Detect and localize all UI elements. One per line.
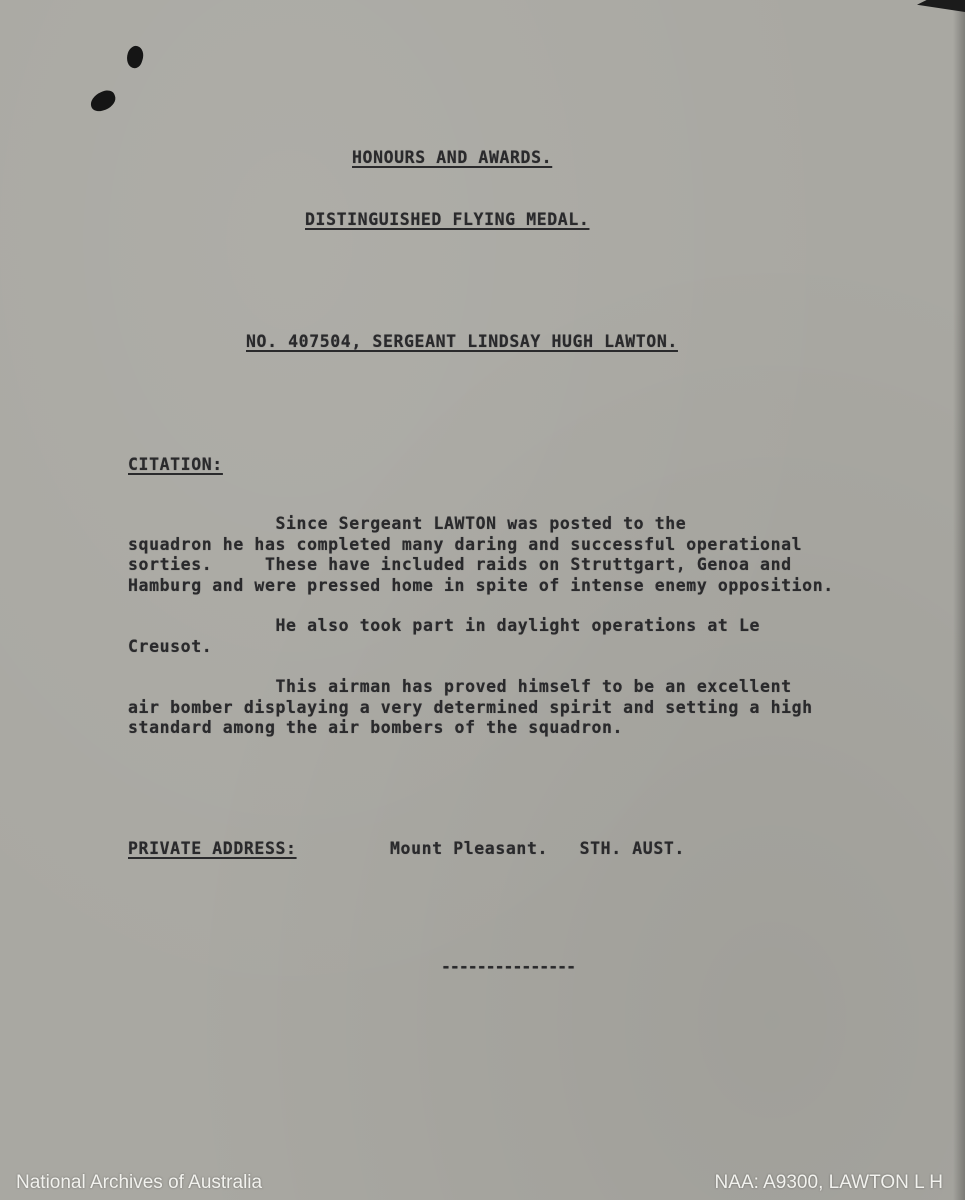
punch-hole-mark — [88, 88, 119, 114]
page-edge-shadow — [953, 0, 965, 1200]
citation-paragraph-1: Since Sergeant LAWTON was posted to the squadron he has completed many daring and successful operational sorties. These have included raids on Struttgart, Genoa and Hamburg and were pressed home in spite of intense enemy opposition. — [128, 514, 834, 595]
end-divider: --------------- — [441, 957, 576, 976]
citation-label: CITATION: — [128, 455, 223, 474]
archive-watermark-left: National Archives of Australia — [16, 1172, 263, 1193]
archive-reference-right: NAA: A9300, LAWTON L H — [714, 1172, 943, 1193]
heading-distinguished-flying-medal: DISTINGUISHED FLYING MEDAL. — [305, 210, 590, 229]
private-address-label: PRIVATE ADDRESS: — [128, 839, 297, 858]
heading-recipient-name: NO. 407504, SERGEANT LINDSAY HUGH LAWTON. — [246, 332, 678, 351]
private-address-value: Mount Pleasant. STH. AUST. — [390, 839, 685, 858]
citation-paragraph-3: This airman has proved himself to be an excellent air bomber displaying a very determined spirit and setting a high standard among the air bombers of the squadron. — [128, 677, 813, 737]
punch-hole-mark — [124, 44, 146, 70]
torn-corner — [917, 0, 965, 12]
citation-paragraph-2: He also took part in daylight operations at Le Creusot. — [128, 616, 761, 656]
heading-honours-and-awards: HONOURS AND AWARDS. — [352, 148, 553, 167]
